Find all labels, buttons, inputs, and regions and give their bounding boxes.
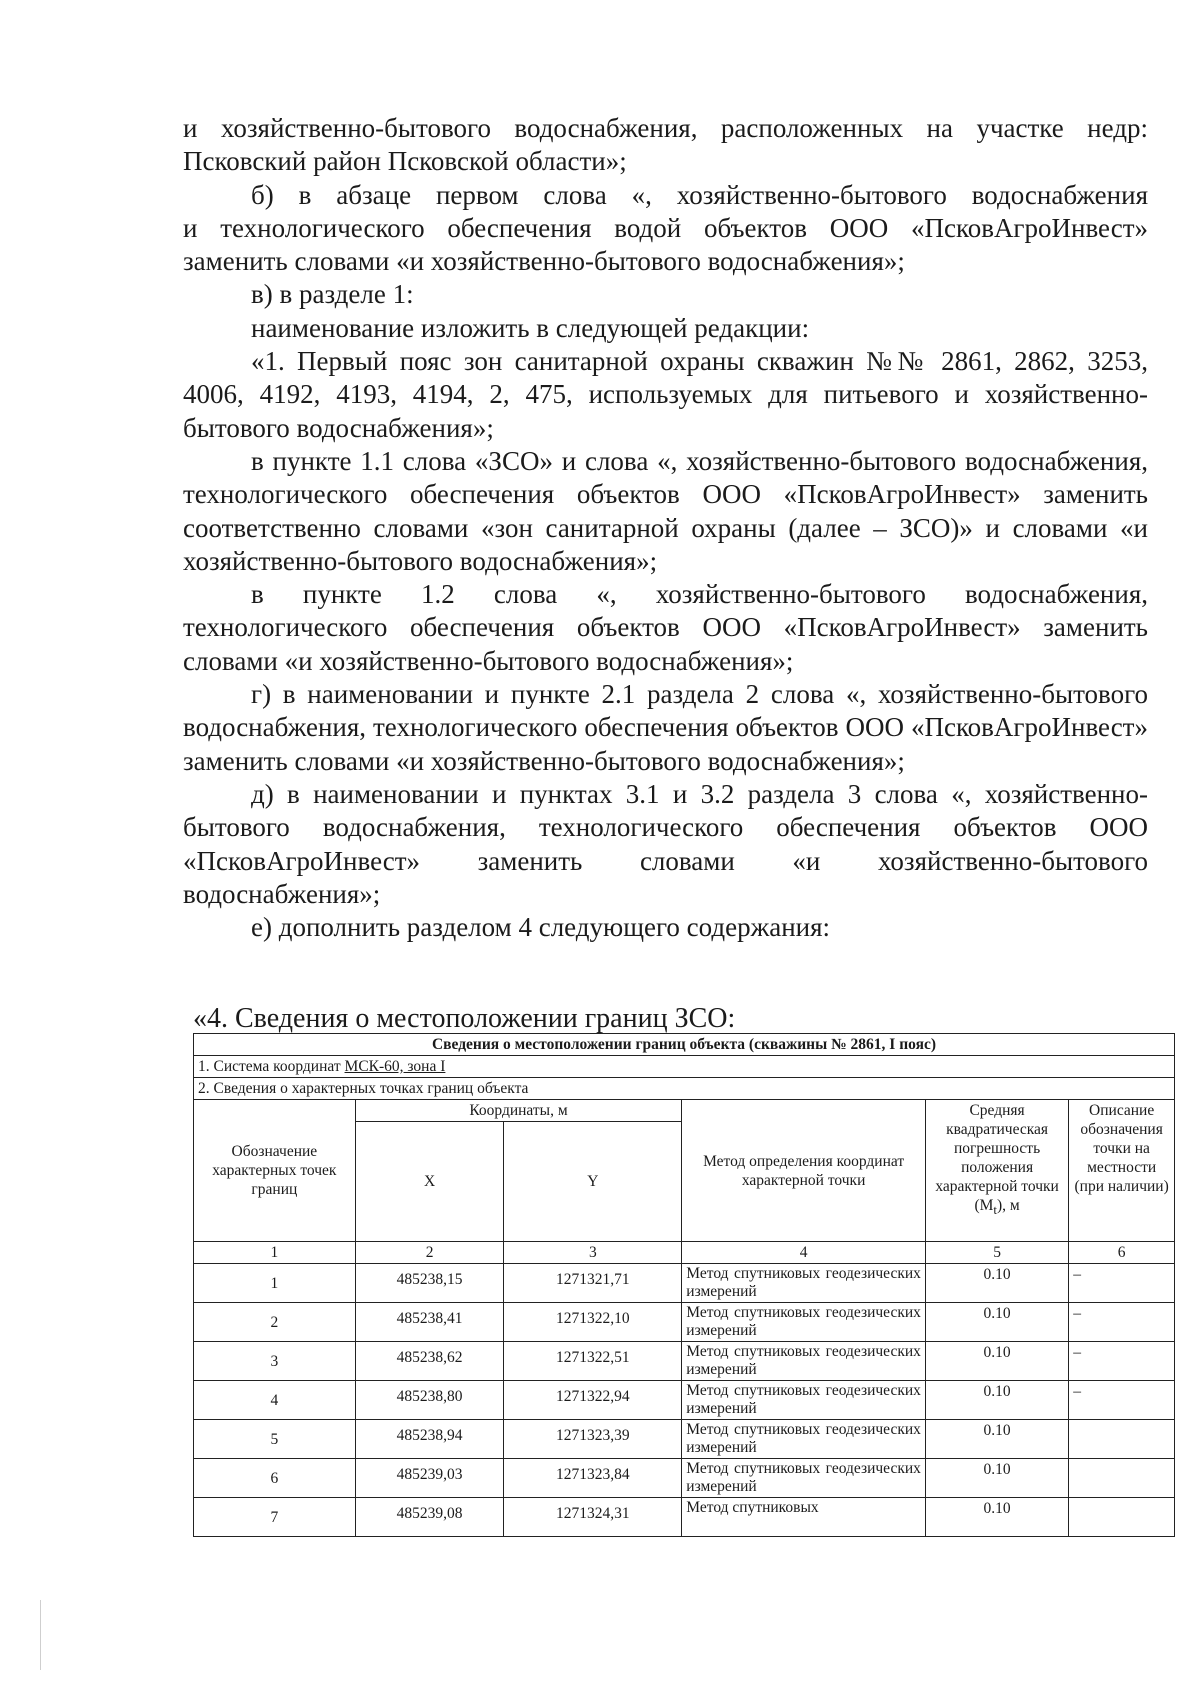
description-cell xyxy=(1069,1420,1175,1459)
table-row xyxy=(194,1459,1175,1498)
point-cell: 7 xyxy=(194,1498,356,1537)
x-cell: 485238,80 xyxy=(355,1381,504,1420)
column-number: 4 xyxy=(682,1242,926,1264)
paragraph: «1. Первый пояс зон санитарной охраны скважин №№ 2861, 2862, 3253, 4006, 4192, 4193, 4194, 2, 475, используемых для питьевого и хозяйственно-бытового водоснабжения»; xyxy=(183,346,1148,443)
header-row xyxy=(194,1100,1175,1122)
paragraph-line: и хозяйственно-бытового водоснабжения, расположенных на участке недр: xyxy=(183,113,1148,143)
paragraph-line: в) в разделе 1: xyxy=(251,279,414,310)
method-cell: Метод спутниковых геодезических измерений xyxy=(682,1342,926,1381)
x-cell: 485239,03 xyxy=(355,1459,504,1498)
description-cell xyxy=(1069,1459,1175,1498)
coord-system-label: 1. Система координат xyxy=(198,1058,345,1075)
coord-system-cell xyxy=(194,1056,1175,1078)
scan-edge-mark xyxy=(40,1600,41,1670)
column-number: 5 xyxy=(925,1242,1068,1264)
point-cell: 4 xyxy=(194,1381,356,1420)
y-cell: 1271322,10 xyxy=(504,1303,682,1342)
header-point: Обозначение характерных точек границ xyxy=(194,1100,356,1242)
table-caption-row xyxy=(194,1034,1175,1056)
point-cell: 1 xyxy=(194,1264,356,1303)
paragraph: е) дополнить разделом 4 следующего содержания: xyxy=(251,912,831,943)
description-cell: – xyxy=(1069,1303,1175,1342)
x-cell: 485238,94 xyxy=(355,1420,504,1459)
column-number: 1 xyxy=(194,1242,356,1264)
column-number: 3 xyxy=(504,1242,682,1264)
table-row xyxy=(194,1303,1175,1342)
paragraph: г) в наименовании и пункте 2.1 раздела 2 слова «, хозяйственно-бытового водоснабжения, технологического обеспечения объектов ООО «ПсковАгроИнвест» заменить словами «и хозяйственно-бытового водоснабжения»; xyxy=(183,679,1148,776)
column-number-row xyxy=(194,1242,1175,1264)
y-cell: 1271322,94 xyxy=(504,1381,682,1420)
table-body xyxy=(194,1264,1175,1537)
paragraph-line: б) в абзаце первом слова «, хозяйственно-бытового водоснабжения xyxy=(251,179,1148,210)
description-cell: – xyxy=(1069,1342,1175,1381)
section-heading: «4. Сведения о местоположении границ ЗСО: xyxy=(193,1003,736,1034)
method-cell: Метод спутниковых геодезических измерений xyxy=(682,1264,926,1303)
paragraph-line: наименование изложить в следующей редакции: xyxy=(251,312,810,343)
point-cell: 2 xyxy=(194,1303,356,1342)
section2-row xyxy=(194,1078,1175,1100)
x-cell: 485239,08 xyxy=(355,1498,504,1537)
method-cell: Метод спутниковых геодезических измерений xyxy=(682,1303,926,1342)
paragraph-line: Псковский район Псковской области»; xyxy=(183,146,627,177)
description-cell: – xyxy=(1069,1381,1175,1420)
method-cell: Метод спутниковых геодезических измерений xyxy=(682,1381,926,1420)
table-row xyxy=(194,1420,1175,1459)
amendment-text xyxy=(183,112,1148,944)
header-method: Метод определения координат характерной точки xyxy=(682,1100,926,1242)
y-cell: 1271324,31 xyxy=(504,1498,682,1537)
header-x: X xyxy=(355,1122,504,1242)
y-cell: 1271321,71 xyxy=(504,1264,682,1303)
table-row xyxy=(194,1381,1175,1420)
boundary-coordinates-table xyxy=(193,1033,1175,1537)
point-cell: 5 xyxy=(194,1420,356,1459)
x-cell: 485238,41 xyxy=(355,1303,504,1342)
column-number: 2 xyxy=(355,1242,504,1264)
error-cell: 0.10 xyxy=(925,1498,1068,1537)
header-error: Средняя квадратическая погрешность положения характерной точки $(M_t)$, м xyxy=(925,1100,1068,1242)
table-row xyxy=(194,1498,1175,1537)
point-cell: 6 xyxy=(194,1459,356,1498)
header-description: Описание обозначения точки на местности (при наличии) xyxy=(1069,1100,1175,1242)
paragraph-line: заменить словами «и хозяйственно-бытового водоснабжения»; xyxy=(183,246,905,277)
x-cell: 485238,15 xyxy=(355,1264,504,1303)
y-cell: 1271323,39 xyxy=(504,1420,682,1459)
header-y: Y xyxy=(504,1122,682,1242)
error-cell: 0.10 xyxy=(925,1381,1068,1420)
coord-system-value: МСК-60, зона I xyxy=(344,1058,446,1075)
method-cell: Метод спутниковых xyxy=(682,1498,926,1537)
error-cell: 0.10 xyxy=(925,1264,1068,1303)
method-cell: Метод спутниковых геодезических измерений xyxy=(682,1459,926,1498)
error-cell: 0.10 xyxy=(925,1303,1068,1342)
error-cell: 0.10 xyxy=(925,1420,1068,1459)
paragraph: в пункте 1.1 слова «ЗСО» и слова «, хозяйственно-бытового водоснабжения, технологического обеспечения объектов ООО «ПсковАгроИнвест» заменить соответственно словами «зон санитарной охраны (далее – ЗСО)» и словами «и хозяйственно-бытового водоснабжения»; xyxy=(183,445,1148,576)
paragraph: в пункте 1.2 слова «, хозяйственно-бытового водоснабжения, технологического обеспечения объектов ООО «ПсковАгроИнвест» заменить словами «и хозяйственно-бытового водоснабжения»; xyxy=(183,579,1148,676)
header-coords: Координаты, м xyxy=(355,1100,682,1122)
y-cell: 1271322,51 xyxy=(504,1342,682,1381)
column-number: 6 xyxy=(1069,1242,1175,1264)
error-cell: 0.10 xyxy=(925,1342,1068,1381)
error-cell: 0.10 xyxy=(925,1459,1068,1498)
section2-label: 2. Сведения о характерных точках границ объекта xyxy=(194,1078,1175,1100)
method-cell: Метод спутниковых геодезических измерений xyxy=(682,1420,926,1459)
coord-system-row xyxy=(194,1056,1175,1078)
paragraph: д) в наименовании и пунктах 3.1 и 3.2 раздела 3 слова «, хозяйственно-бытового водоснабжения, технологического обеспечения объектов ООО «ПсковАгроИнвест» заменить словами «и хозяйственно-бытового водоснабжения»; xyxy=(183,778,1148,909)
table-caption: Сведения о местоположении границ объекта (скважины № 2861, I пояс) xyxy=(194,1034,1175,1056)
y-cell: 1271323,84 xyxy=(504,1459,682,1498)
x-cell: 485238,62 xyxy=(355,1342,504,1381)
paragraph-line: и технологического обеспечения водой объектов ООО «ПсковАгроИнвест» xyxy=(183,212,1148,243)
description-cell xyxy=(1069,1498,1175,1537)
description-cell: – xyxy=(1069,1264,1175,1303)
table-row xyxy=(194,1264,1175,1303)
table-row xyxy=(194,1342,1175,1381)
point-cell: 3 xyxy=(194,1342,356,1381)
